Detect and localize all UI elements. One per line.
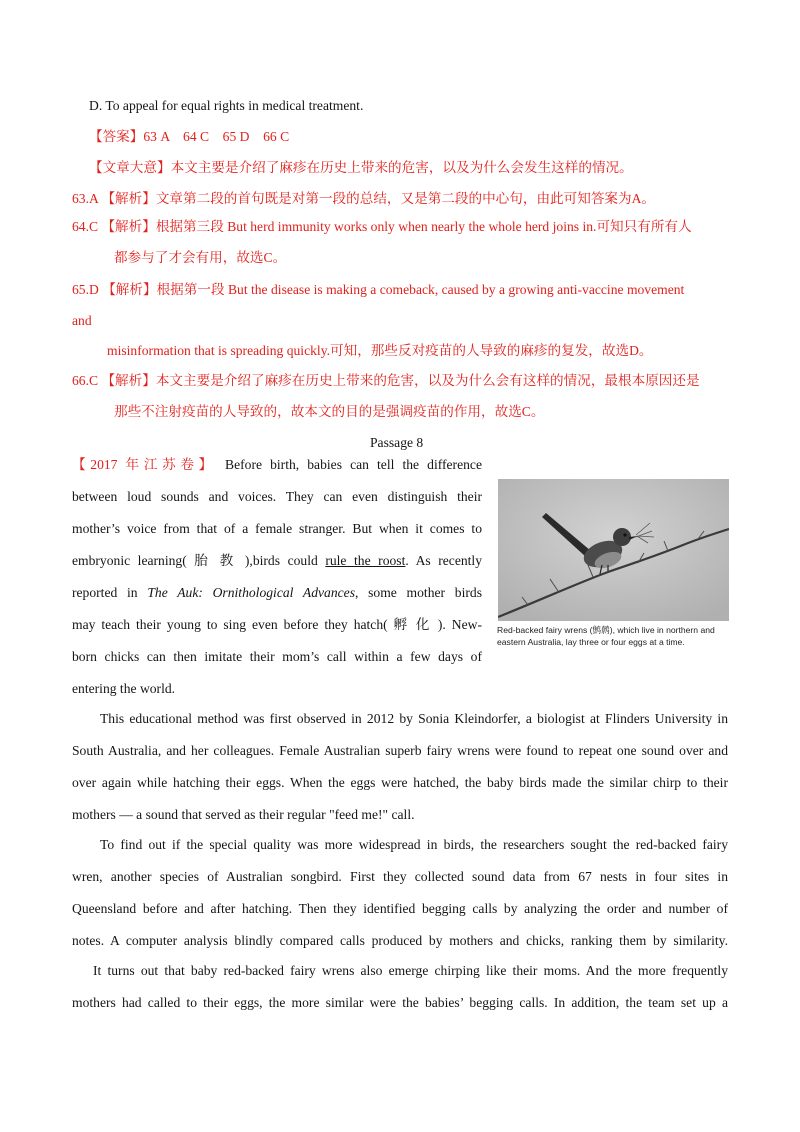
analysis-64-line1: 64.C 【解析】根据第三段 But herd immunity works only when nearly the whole herd joins in.可知只有所有人 (72, 219, 692, 234)
analysis-65-line2: and (72, 313, 92, 328)
option-d: D. To appeal for equal rights in medical treatment. (89, 98, 364, 113)
p2-line2: South Australia, and her colleagues. Female Australian superb fairy wrens were found to repeat one sound over and (72, 743, 728, 758)
p1-line4-b: . As recently (405, 553, 483, 568)
p3-line4: notes. A computer analysis blindly compared calls produced by mothers and chicks, ranking them by similarity. (72, 933, 728, 948)
answer-line (89, 127, 289, 147)
p1-line3: mother’s voice from that of a female stranger. But when it comes to (72, 521, 482, 536)
analysis-64-line2: 都参与了才会有用，故选C。 (114, 250, 287, 265)
p4-line2: mothers had called to their eggs, the more similar were the babies’ begging calls. In addition, the team set up a (72, 995, 728, 1010)
p1-line4-a: embryonic learning( 胎 教 ),birds could (72, 553, 326, 568)
figure-caption-line1: Red-backed fairy wrens (鹪鹩), which live in northern and (497, 625, 715, 635)
p2-line1: This educational method was first observed in 2012 by Sonia Kleindorfer, a biologist at Flinders University in (100, 711, 728, 726)
p1-line5-a: reported in (72, 585, 148, 600)
analysis-66-line1: 66.C 【解析】本文主要是介绍了麻疹在历史上带来的危害，以及为什么会有这样的情况，最根本原因还是 (72, 373, 700, 388)
p1-line7: born chicks can then imitate their mom’s call within a few days of (72, 649, 482, 664)
p1-line5-b: , some mother birds (355, 585, 482, 600)
bird-photo (498, 479, 729, 621)
p2-line3: over again while hatching their eggs. When the eggs were hatched, the baby birds made the similar chirp to their (72, 775, 728, 790)
fairy-wren-illustration (498, 479, 729, 621)
journal-name: The Auk: Ornithological Advances (147, 585, 355, 600)
analysis-65-line1: 65.D 【解析】根据第一段 But the disease is making a comeback, caused by a growing anti-vaccine movement (72, 282, 685, 297)
analysis-65-line3: misinformation that is spreading quickly.可知，那些反对疫苗的人导致的麻疹的复发，故选D。 (107, 343, 653, 358)
p4-line1: It turns out that baby red-backed fairy wrens also emerge chirping like their moms. And the more frequently (93, 963, 728, 978)
p1-line6: may teach their young to sing even before they hatch( 孵 化 ). New- (72, 617, 482, 632)
p1-line2: between loud sounds and voices. They can even distinguish their (72, 489, 482, 504)
analysis-63: 63.A 【解析】文章第二段的首句既是对第一段的总结，又是第二段的中心句，由此可知答案为A。 (72, 191, 656, 206)
gist-text: 本文主要是介绍了麻疹在历史上带来的危害，以及为什么会发生这样的情况。 (170, 160, 633, 175)
p3-line3: Queensland before and after hatching. Then they identified begging calls by analyzing the order and number of (72, 901, 728, 916)
p3-line2: wren, another species of Australian songbird. First they collected sound data from 67 nests in four sites in (72, 869, 728, 884)
rule-the-roost-phrase: rule the roost (325, 553, 406, 568)
passage-title: Passage 8 (370, 435, 424, 450)
answer-values: 63 A 64 C 65 D 66 C (143, 129, 290, 144)
p2-line4: mothers — a sound that served as their regular "feed me!" call. (72, 807, 415, 822)
figure-caption-line2: eastern Australia, lay three or four eggs at a time. (497, 637, 685, 647)
answer-tag: 【答案】 (89, 129, 144, 144)
p1-line8: entering the world. (72, 681, 176, 696)
gist-tag: 【文章大意】 (89, 160, 171, 175)
p1-line1 (72, 455, 482, 475)
p1-line1-text: Before birth, babies can tell the difference (225, 457, 482, 472)
source-tag: 【2017 年江苏卷】 (72, 457, 217, 472)
p1-line5 (72, 583, 482, 603)
analysis-66-line2: 那些不注射疫苗的人导致的，故本文的目的是强调疫苗的作用，故选C。 (114, 404, 545, 419)
p1-line4 (72, 551, 482, 571)
gist-line (89, 158, 633, 178)
p3-line1: To find out if the special quality was more widespread in birds, the researchers sought the red-backed fairy (100, 837, 728, 852)
